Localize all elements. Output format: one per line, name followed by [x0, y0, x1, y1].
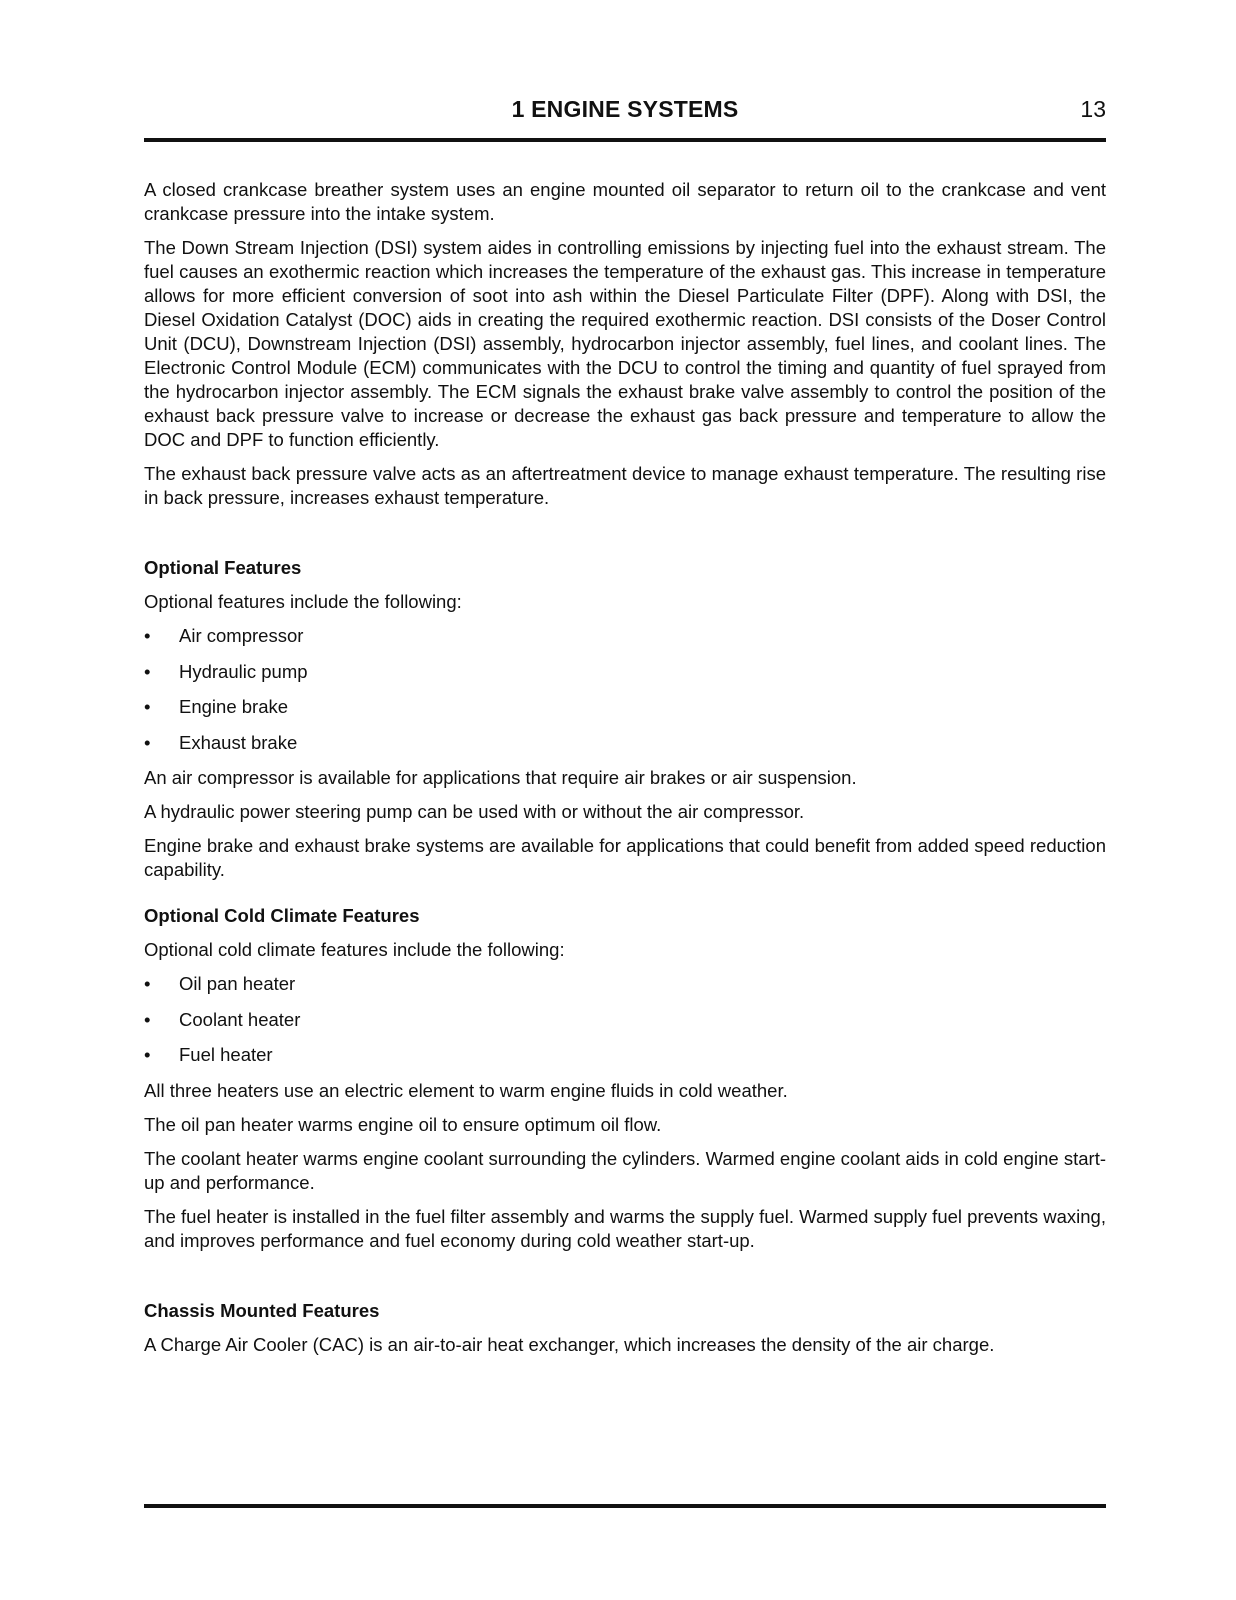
bullet: • — [144, 973, 151, 994]
footer-rule — [144, 1504, 1106, 1508]
optional-features-lead: Optional features include the following: — [144, 591, 462, 612]
bullet: • — [144, 625, 151, 646]
cold-climate-heading: Optional Cold Climate Features — [144, 905, 420, 926]
cold-climate-lead: Optional cold climate features include the following: — [144, 939, 565, 960]
chapter-title: 1 ENGINE SYSTEMS — [511, 96, 739, 122]
list-item — [144, 731, 1106, 755]
page-number: 13 — [1080, 96, 1106, 122]
bullet: • — [144, 696, 151, 717]
list-item — [144, 972, 1106, 996]
list-item-text: Coolant heater — [179, 1008, 301, 1030]
list-item — [144, 624, 1106, 648]
heaters-paragraph: All three heaters use an electric element to warm engine fluids in cold weather. — [144, 1079, 788, 1101]
bullet: • — [144, 660, 151, 682]
coolant-heater-paragraph: The coolant heater warms engine coolant surrounding the cylinders. Warmed engine coolant aids in cold engine start-up and performance. — [144, 1147, 1106, 1193]
list-item — [144, 695, 1106, 719]
list-item-text: Fuel heater — [179, 1044, 273, 1065]
page-header — [144, 96, 1106, 126]
list-item-text: Air compressor — [179, 625, 304, 646]
list-item — [144, 1008, 1106, 1032]
optional-features-heading: Optional Features — [144, 557, 302, 578]
list-item-text: Oil pan heater — [179, 973, 296, 994]
list-item — [144, 1043, 1106, 1067]
oil-pan-heater-paragraph: The oil pan heater warms engine oil to ensure optimum oil flow. — [144, 1113, 662, 1135]
list-item-text: Hydraulic pump — [179, 660, 308, 682]
bullet: • — [144, 1008, 151, 1030]
list-item-text: Exhaust brake — [179, 731, 298, 753]
chassis-features-heading: Chassis Mounted Features — [144, 1299, 380, 1321]
intro-paragraph-breather: A closed crankcase breather system uses an engine mounted oil separator to return oil to the crankcase and vent crankcase pressure into the intake system. — [144, 179, 1106, 224]
intro-paragraph-back-pressure: The exhaust back pressure valve acts as an aftertreatment device to manage exhaust temperature. The resulting rise in back pressure, increases exhaust temperature. — [144, 463, 1106, 508]
cold-climate-list — [144, 972, 1106, 1067]
list-item — [144, 660, 1106, 684]
bullet: • — [144, 731, 151, 753]
page-body — [144, 178, 1106, 1367]
header-rule — [144, 138, 1106, 142]
bullet: • — [144, 1044, 151, 1065]
charge-air-cooler-paragraph: A Charge Air Cooler (CAC) is an air-to-air heat exchanger, which increases the density of the air charge. — [144, 1333, 995, 1355]
intro-paragraph-dsi: The Down Stream Injection (DSI) system aides in controlling emissions by injecting fuel into the exhaust stream. The fuel causes an exothermic reaction which increases the temperature of the exhaust gas. This increase in temperature allows for more efficient conversion of soot into ash within the Diesel Particulate Filter (DPF). Along with DSI, the Diesel Oxidation Catalyst (DOC) aids in creating the required exothermic reaction. DSI consists of the Doser Control Unit (DCU), Downstream Injection (DSI) assembly, hydrocarbon injector assembly, fuel lines, and coolant lines. The Electronic Control Module (ECM) communicates with the DCU to control the timing and quantity of fuel sprayed from the hydrocarbon injector assembly. The ECM signals the exhaust brake valve assembly to control the position of the exhaust back pressure valve to increase or decrease the exhaust gas back pressure and temperature to allow the DOC and DPF to function efficiently. — [144, 237, 1106, 450]
fuel-heater-paragraph: The fuel heater is installed in the fuel filter assembly and warms the supply fuel. Warmed supply fuel prevents waxing, and improves performance and fuel economy during cold weather start-up. — [144, 1205, 1106, 1251]
brake-systems-paragraph: Engine brake and exhaust brake systems are available for applications that could benefit from added speed reduction capability. — [144, 835, 1106, 880]
hydraulic-pump-paragraph: A hydraulic power steering pump can be used with or without the air compressor. — [144, 801, 805, 822]
optional-features-list — [144, 624, 1106, 755]
list-item-text: Engine brake — [179, 696, 289, 717]
air-compressor-paragraph: An air compressor is available for applications that require air brakes or air suspension. — [144, 767, 857, 788]
